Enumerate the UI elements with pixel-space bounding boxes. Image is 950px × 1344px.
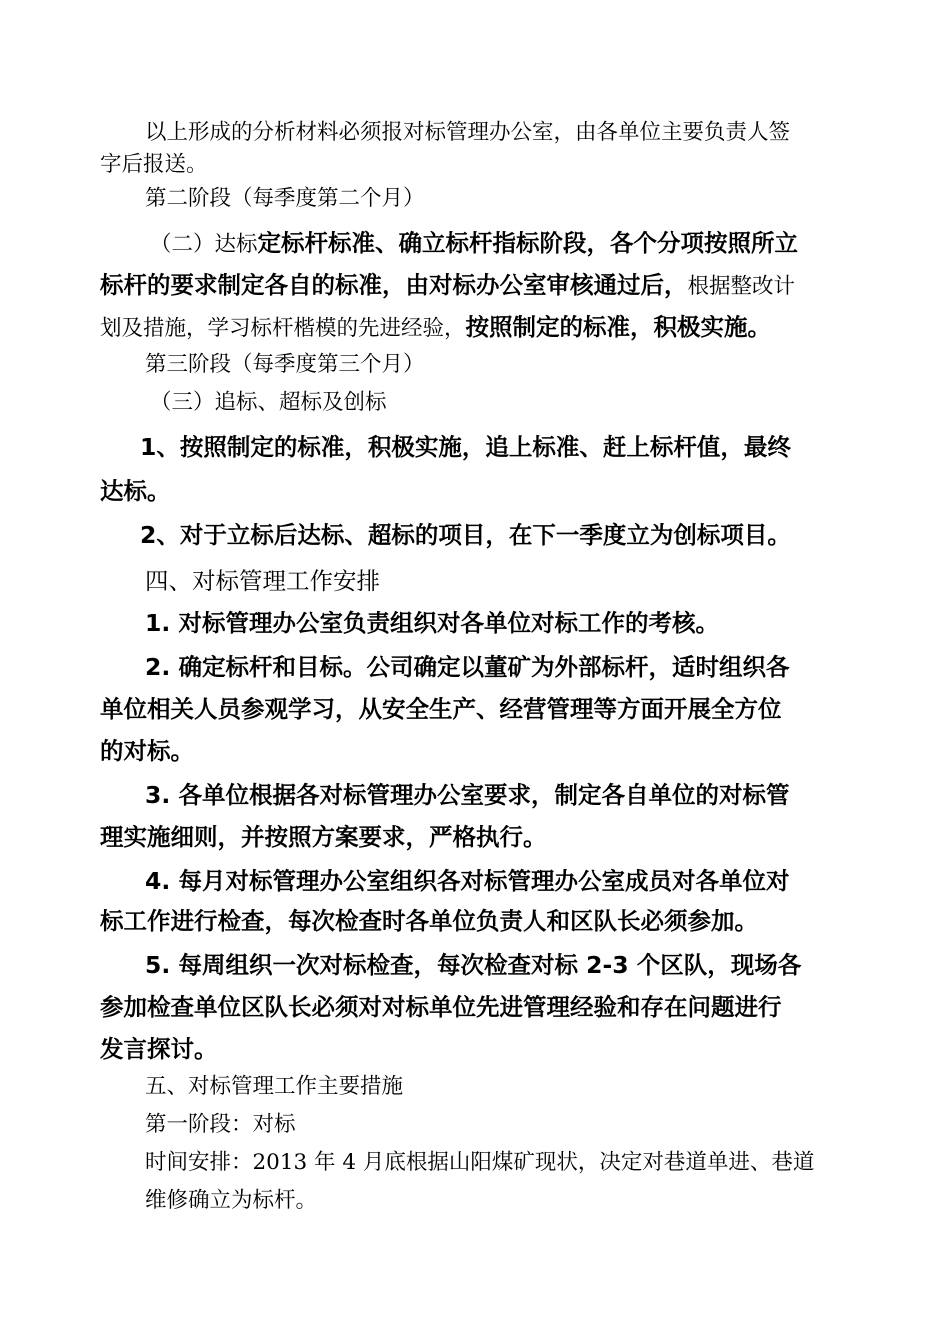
list-item: 5. 每周组织一次对标检查，每次检查对标 2-3 个区队，现场各 bbox=[145, 951, 802, 979]
paragraph-line: 字后报送。 bbox=[100, 152, 208, 177]
list-item: 2. 确定标杆和目标。公司确定以董矿为外部标杆，适时组织各 bbox=[145, 653, 790, 681]
paragraph-line: 以上形成的分析材料必须报对标管理办公室，由各单位主要负责人签 bbox=[145, 120, 791, 145]
bold-text: 标杆的要求制定各自的标准，由对标办公室审核通过后， bbox=[100, 271, 688, 299]
section-heading: 第三阶段（每季度第三个月） bbox=[145, 352, 425, 377]
paragraph-line: 维修确立为标杆。 bbox=[145, 1188, 318, 1213]
paragraph-line: 理实施细则，并按照方案要求，严格执行。 bbox=[100, 823, 547, 851]
subheading: 第一阶段：对标 bbox=[145, 1112, 296, 1137]
bold-text: 按照制定的标准，积极实施。 bbox=[465, 313, 772, 341]
bold-text: 定标杆标准、确立标杆指标阶段，各个分项按照所立 bbox=[257, 229, 799, 257]
list-item: 1. 对标管理办公室负责组织对各单位对标工作的考核。 bbox=[145, 609, 719, 637]
subheading-label: （二）达标 bbox=[150, 232, 258, 257]
list-item: 3. 各单位根据各对标管理办公室要求，制定各自单位的对标管 bbox=[145, 781, 790, 809]
normal-text: 划及措施，学习标杆楷模的先进经验， bbox=[100, 316, 466, 341]
paragraph-line bbox=[100, 312, 771, 344]
section-heading: 第二阶段（每季度第二个月） bbox=[145, 186, 425, 211]
paragraph-line: 单位相关人员参观学习，从安全生产、经营管理等方面开展全方位 bbox=[100, 695, 782, 723]
paragraph-line: 参加检查单位区队长必须对对标单位先进管理经验和存在问题进行 bbox=[100, 993, 782, 1021]
normal-text: 根据整改计 bbox=[687, 274, 796, 299]
paragraph-line bbox=[150, 228, 798, 260]
paragraph-line: 达标。 bbox=[100, 477, 171, 505]
paragraph-line: 的对标。 bbox=[100, 737, 194, 765]
paragraph-line: 时间安排：2013 年 4 月底根据山阳煤矿现状，决定对巷道单进、巷道 bbox=[145, 1150, 815, 1175]
section-heading: 五、对标管理工作主要措施 bbox=[145, 1074, 404, 1099]
section-heading: 四、对标管理工作安排 bbox=[145, 567, 380, 595]
paragraph-line: 2、对于立标后达标、超标的项目，在下一季度立为创标项目。 bbox=[140, 521, 791, 549]
subheading: （三）追标、超标及创标 bbox=[150, 390, 387, 415]
list-item: 4. 每月对标管理办公室组织各对标管理办公室成员对各单位对 bbox=[145, 867, 790, 895]
paragraph-line bbox=[100, 270, 795, 302]
paragraph-line: 标工作进行检查，每次检查时各单位负责人和区队长必须参加。 bbox=[100, 907, 758, 935]
paragraph-line: 1、按照制定的标准，积极实施，追上标准、赶上标杆值，最终 bbox=[140, 433, 791, 461]
paragraph-line: 发言探讨。 bbox=[100, 1035, 218, 1063]
